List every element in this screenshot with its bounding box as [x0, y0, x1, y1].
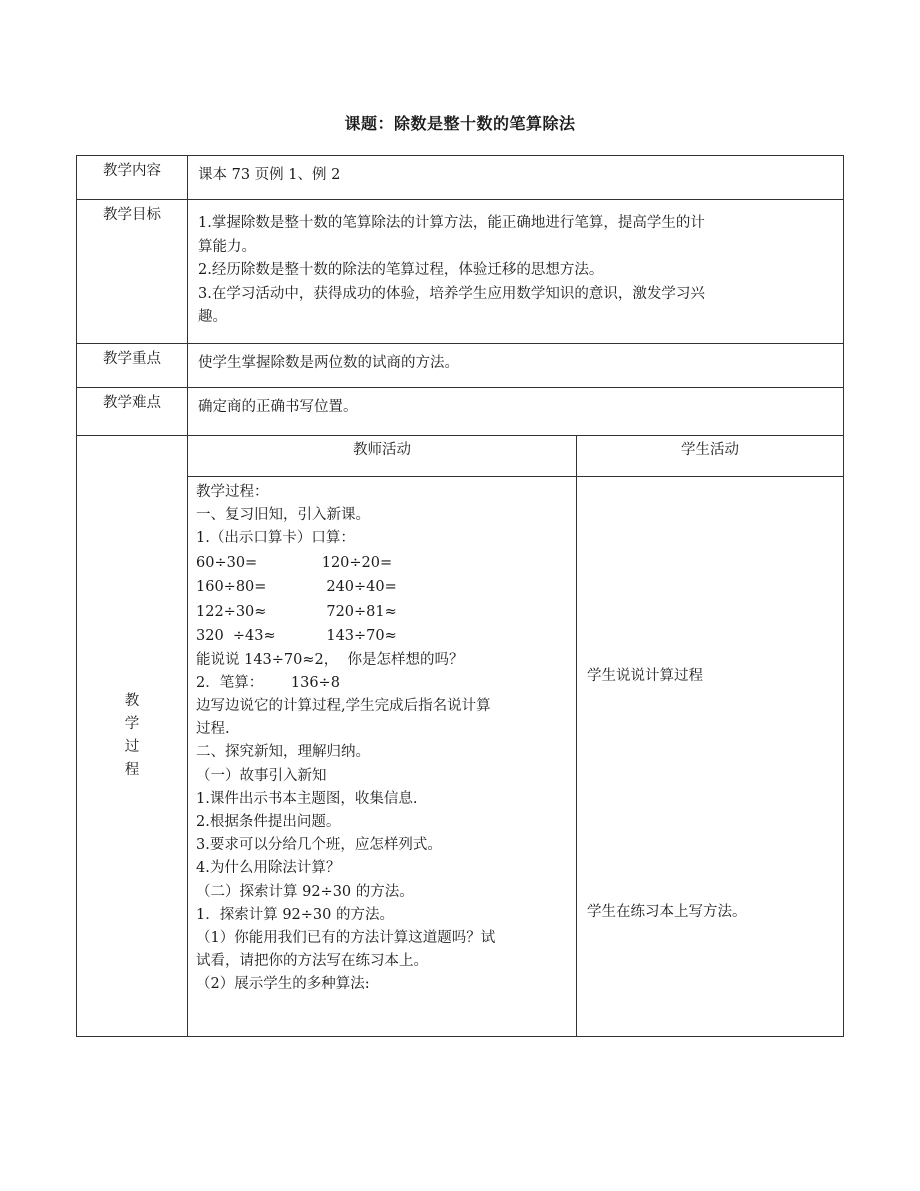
process-label-char: 过: [124, 739, 140, 755]
row-process: [77, 477, 844, 1037]
process-line: （二）探索计算 92÷30 的方法。: [196, 883, 414, 900]
process-line: 边写边说它的计算过程,学生完成后指名说计算: [196, 698, 491, 715]
process-line: 过程.: [196, 721, 230, 738]
label-goals: 教学目标: [77, 200, 188, 344]
label-key-point: 教学重点: [77, 344, 188, 388]
process-line: （一）故事引入新知: [196, 767, 327, 784]
process-line: 320 ÷43≈ 143÷70≈: [196, 628, 397, 645]
row-content: [77, 156, 844, 200]
label-process: [77, 436, 188, 1037]
process-line: （2）展示学生的多种算法:: [196, 976, 370, 993]
process-line: 1.课件出示书本主题图，收集信息.: [196, 790, 418, 807]
goal-line: 算能力。: [198, 238, 256, 255]
row-activity-headers: [77, 436, 844, 477]
process-line: 160÷80= 240÷40=: [196, 579, 397, 596]
process-line: 3.要求可以分给几个班，应怎样列式。: [196, 837, 442, 854]
teacher-activity: [188, 477, 577, 1037]
goal-line: 趣。: [198, 309, 227, 325]
process-line: 二、探究新知，理解归纳。: [196, 744, 370, 761]
process-line: 1.（出示口算卡）口算：: [196, 530, 355, 547]
process-line: 1．探索计算 92÷30 的方法。: [196, 906, 394, 923]
process-line: 4.为什么用除法计算？: [196, 860, 341, 877]
teacher-activity-header: 教师活动: [188, 436, 577, 477]
process-line: 教学过程：: [196, 484, 269, 500]
process-line: 2．笔算： 136÷8: [196, 674, 340, 691]
student-activity-header: 学生活动: [577, 436, 844, 477]
value-content: 课本 73 页例 1、例 2: [188, 156, 844, 200]
goal-line: 1.掌握除数是整十数的笔算除法的计算方法，能正确地进行笔算，提高学生的计: [198, 215, 705, 231]
student-note: 学生说说计算过程: [587, 668, 703, 684]
page-title: 课题：除数是整十数的笔算除法: [344, 114, 576, 133]
lesson-plan-table: [76, 155, 844, 1037]
process-label-char: 学: [124, 716, 140, 732]
row-goals: [77, 200, 844, 344]
value-goals: [188, 200, 844, 344]
process-line: 能说说 143÷70≈2， 你是怎样想的吗？: [196, 651, 464, 668]
student-activity: [577, 477, 844, 1037]
process-line: 一、复习旧知，引入新课。: [196, 507, 370, 524]
process-line: （1）你能用我们已有的方法计算这道题吗？试: [196, 930, 496, 947]
process-line: 122÷30≈ 720÷81≈: [196, 603, 397, 620]
process-line: 60÷30= 120÷20=: [196, 554, 393, 571]
value-key-point: 使学生掌握除数是两位数的试商的方法。: [188, 344, 844, 388]
process-label-char: 教: [124, 693, 140, 709]
student-note: 学生在练习本上写方法。: [587, 904, 747, 920]
process-line: 试看，请把你的方法写在练习本上。: [196, 953, 428, 970]
row-difficulty: [77, 388, 844, 436]
goal-line: 2.经历除数是整十数的除法的笔算过程，体验迁移的思想方法。: [198, 262, 604, 278]
goal-line: 3.在学习活动中，获得成功的体验，培养学生应用数学知识的意识，激发学习兴: [198, 285, 705, 302]
process-line: 2.根据条件提出问题。: [196, 814, 341, 831]
row-key-point: [77, 344, 844, 388]
label-content: 教学内容: [77, 156, 188, 200]
label-difficulty: 教学难点: [77, 388, 188, 436]
process-label-char: 程: [124, 762, 140, 778]
value-difficulty: 确定商的正确书写位置。: [188, 388, 844, 436]
